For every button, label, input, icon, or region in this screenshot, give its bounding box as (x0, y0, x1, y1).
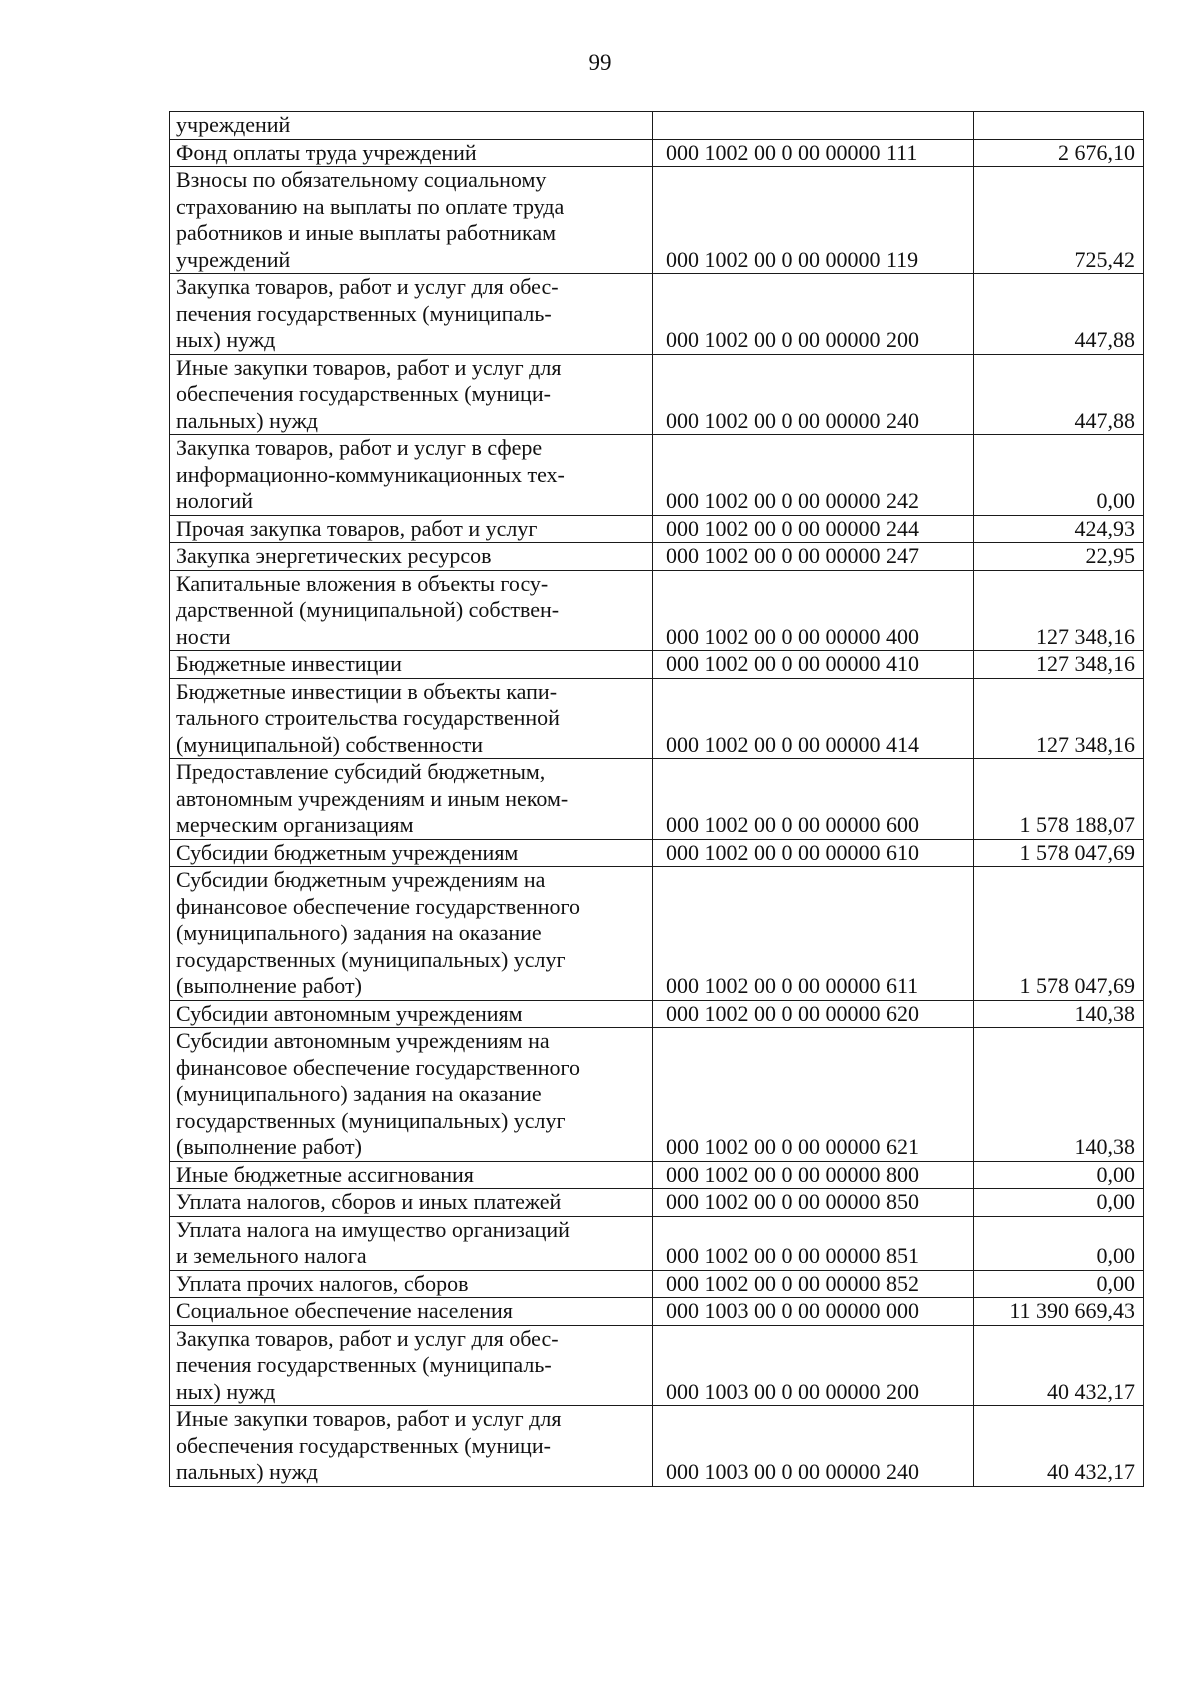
table-row (170, 1028, 1144, 1162)
row-amount-cell: 447,88 (974, 274, 1144, 355)
table-row (170, 543, 1144, 571)
table-row (170, 435, 1144, 516)
row-name-cell: Взносы по обязательному социальному страхованию на выплаты по оплате труда работников и иные выплаты работникам учреждений (170, 167, 653, 274)
row-code-cell: 000 1003 00 0 00 00000 240 (653, 1406, 974, 1487)
row-name-cell: Иные закупки товаров, работ и услуг для обеспечения государственных (муници- пальных) нужд (170, 1406, 653, 1487)
row-amount-cell: 424,93 (974, 515, 1144, 543)
table-row (170, 354, 1144, 435)
row-amount-cell: 127 348,16 (974, 678, 1144, 759)
row-code-cell: 000 1002 00 0 00 00000 244 (653, 515, 974, 543)
table-row (170, 651, 1144, 679)
row-name-cell: Иные бюджетные ассигнования (170, 1161, 653, 1189)
row-name-cell: учреждений (170, 112, 653, 140)
row-amount-cell: 127 348,16 (974, 570, 1144, 651)
table-row (170, 1298, 1144, 1326)
table-row (170, 112, 1144, 140)
row-name-cell: Предоставление субсидий бюджетным, автономным учреждениям и иным неком- мерческим организациям (170, 759, 653, 840)
row-name-cell: Субсидии автономным учреждениям на финансовое обеспечение государственного (муниципального) задания на оказание государственных (муниципальных) услуг (выполнение работ) (170, 1028, 653, 1162)
row-code-cell: 000 1002 00 0 00 00000 852 (653, 1270, 974, 1298)
row-amount-cell: 0,00 (974, 1270, 1144, 1298)
table-row (170, 1189, 1144, 1217)
row-amount-cell: 1 578 047,69 (974, 839, 1144, 867)
row-code-cell: 000 1002 00 0 00 00000 119 (653, 167, 974, 274)
table-row (170, 1270, 1144, 1298)
row-name-cell: Субсидии автономным учреждениям (170, 1000, 653, 1028)
table-row (170, 759, 1144, 840)
row-name-cell: Фонд оплаты труда учреждений (170, 139, 653, 167)
row-name-cell: Закупка энергетических ресурсов (170, 543, 653, 571)
row-amount-cell: 725,42 (974, 167, 1144, 274)
table-row (170, 1000, 1144, 1028)
row-code-cell: 000 1002 00 0 00 00000 800 (653, 1161, 974, 1189)
row-amount-cell: 11 390 669,43 (974, 1298, 1144, 1326)
row-amount-cell: 1 578 047,69 (974, 867, 1144, 1001)
row-amount-cell: 140,38 (974, 1000, 1144, 1028)
row-amount-cell: 127 348,16 (974, 651, 1144, 679)
table-row (170, 1406, 1144, 1487)
row-name-cell: Социальное обеспечение населения (170, 1298, 653, 1326)
row-name-cell: Уплата прочих налогов, сборов (170, 1270, 653, 1298)
row-amount-cell: 0,00 (974, 1161, 1144, 1189)
row-code-cell: 000 1002 00 0 00 00000 621 (653, 1028, 974, 1162)
row-name-cell: Прочая закупка товаров, работ и услуг (170, 515, 653, 543)
row-code-cell: 000 1002 00 0 00 00000 200 (653, 274, 974, 355)
table-row (170, 1216, 1144, 1270)
row-code-cell: 000 1002 00 0 00 00000 410 (653, 651, 974, 679)
row-code-cell (653, 112, 974, 140)
row-amount-cell: 0,00 (974, 1189, 1144, 1217)
table-body (170, 112, 1144, 1487)
row-code-cell: 000 1002 00 0 00 00000 620 (653, 1000, 974, 1028)
row-amount-cell: 40 432,17 (974, 1325, 1144, 1406)
row-code-cell: 000 1002 00 0 00 00000 610 (653, 839, 974, 867)
row-code-cell: 000 1002 00 0 00 00000 400 (653, 570, 974, 651)
table-row (170, 867, 1144, 1001)
table-row (170, 167, 1144, 274)
row-amount-cell: 40 432,17 (974, 1406, 1144, 1487)
row-code-cell: 000 1003 00 0 00 00000 200 (653, 1325, 974, 1406)
row-name-cell: Иные закупки товаров, работ и услуг для обеспечения государственных (муници- пальных) нужд (170, 354, 653, 435)
row-amount-cell: 0,00 (974, 435, 1144, 516)
row-amount-cell: 1 578 188,07 (974, 759, 1144, 840)
table-row (170, 1161, 1144, 1189)
row-name-cell: Уплата налога на имущество организаций и земельного налога (170, 1216, 653, 1270)
table-row (170, 570, 1144, 651)
table-row (170, 1325, 1144, 1406)
table-row (170, 839, 1144, 867)
row-code-cell: 000 1002 00 0 00 00000 600 (653, 759, 974, 840)
row-amount-cell: 0,00 (974, 1216, 1144, 1270)
row-code-cell: 000 1002 00 0 00 00000 111 (653, 139, 974, 167)
row-name-cell: Закупка товаров, работ и услуг для обес- печения государственных (муниципаль- ных) нужд (170, 274, 653, 355)
row-amount-cell: 140,38 (974, 1028, 1144, 1162)
row-code-cell: 000 1002 00 0 00 00000 242 (653, 435, 974, 516)
table-row (170, 139, 1144, 167)
row-name-cell: Субсидии бюджетным учреждениям (170, 839, 653, 867)
table-row (170, 678, 1144, 759)
table-row (170, 274, 1144, 355)
table-row (170, 515, 1144, 543)
row-code-cell: 000 1002 00 0 00 00000 850 (653, 1189, 974, 1217)
row-name-cell: Закупка товаров, работ и услуг в сфере информационно-коммуникационных тех- нологий (170, 435, 653, 516)
row-amount-cell: 447,88 (974, 354, 1144, 435)
row-amount-cell: 22,95 (974, 543, 1144, 571)
row-name-cell: Уплата налогов, сборов и иных платежей (170, 1189, 653, 1217)
budget-table (169, 111, 1144, 1487)
row-amount-cell: 2 676,10 (974, 139, 1144, 167)
row-name-cell: Бюджетные инвестиции в объекты капи- тального строительства государственной (муниципальной) собственности (170, 678, 653, 759)
row-code-cell: 000 1003 00 0 00 00000 000 (653, 1298, 974, 1326)
row-code-cell: 000 1002 00 0 00 00000 247 (653, 543, 974, 571)
row-name-cell: Закупка товаров, работ и услуг для обес- печения государственных (муниципаль- ных) нужд (170, 1325, 653, 1406)
row-amount-cell (974, 112, 1144, 140)
row-code-cell: 000 1002 00 0 00 00000 611 (653, 867, 974, 1001)
row-name-cell: Капитальные вложения в объекты госу- дарственной (муниципальной) собствен- ности (170, 570, 653, 651)
row-name-cell: Субсидии бюджетным учреждениям на финансовое обеспечение государственного (муниципального) задания на оказание государственных (муниципальных) услуг (выполнение работ) (170, 867, 653, 1001)
row-name-cell: Бюджетные инвестиции (170, 651, 653, 679)
row-code-cell: 000 1002 00 0 00 00000 240 (653, 354, 974, 435)
row-code-cell: 000 1002 00 0 00 00000 414 (653, 678, 974, 759)
page-number: 99 (588, 50, 612, 75)
row-code-cell: 000 1002 00 0 00 00000 851 (653, 1216, 974, 1270)
